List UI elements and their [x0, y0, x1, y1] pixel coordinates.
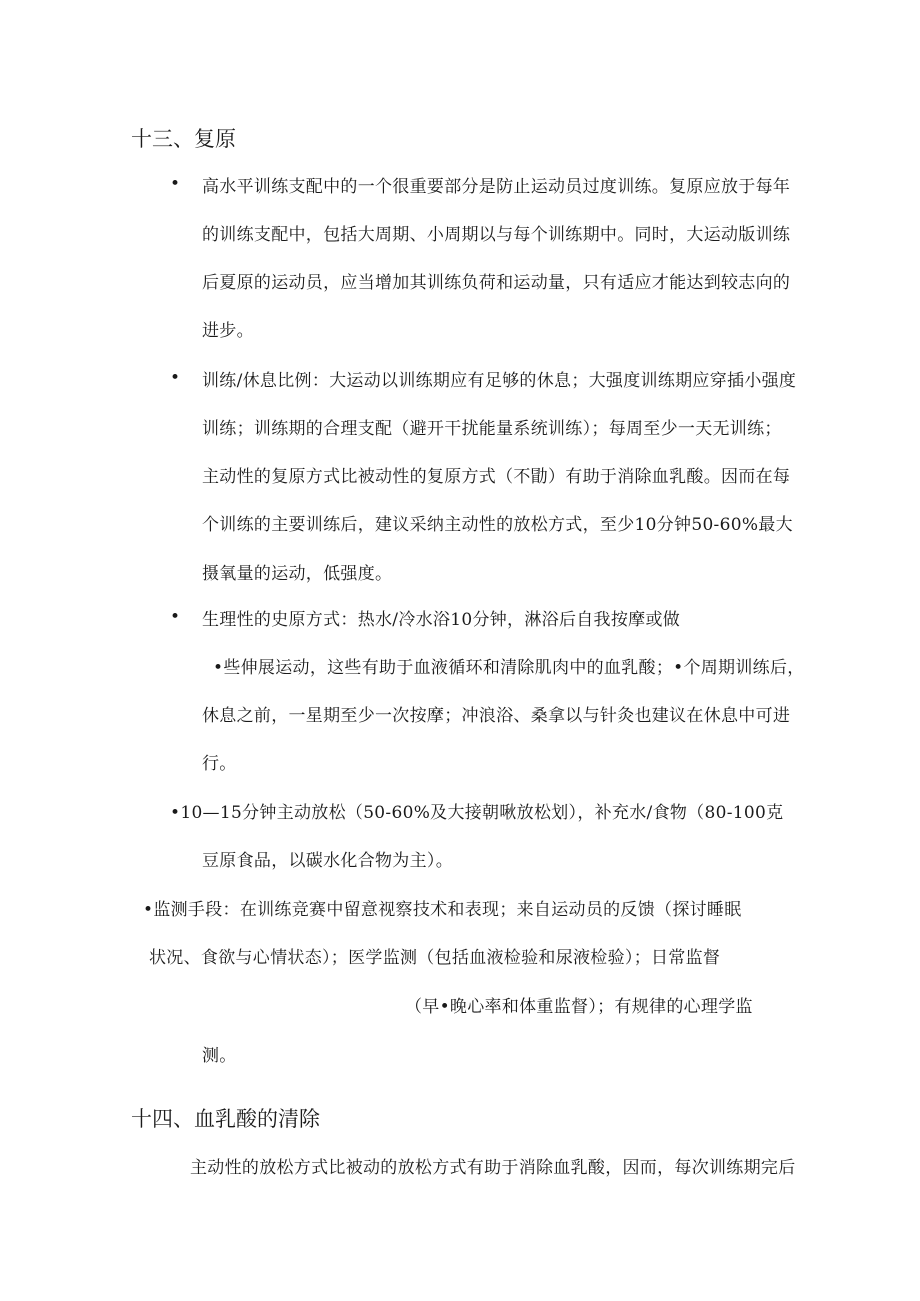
- section-14-paragraph: 主动性的放松方式比被动的放松方式有助于消除血乳酸，因而，每次训练期完后: [190, 1158, 796, 1178]
- monitoring-line-3: （早•晚心率和体重监督）；有规律的心理学监: [405, 997, 753, 1017]
- section-13-title: 十三、复原: [131, 127, 236, 151]
- bullet-2-line-1: 训练/休息比例：大运动以训练期应有足够的休息；大强度训练期应穿插小强度: [202, 371, 797, 391]
- bullet-3-line-4: 行。: [202, 754, 237, 774]
- bullet-1-line-4: 进步。: [202, 321, 254, 341]
- bullet-1-line-1: 高水平训练支配中的一个很重要部分是防止运动员过度训练。复原应放于每年: [202, 177, 791, 197]
- bullet-1-line-3: 后夏原的运动员，应当增加其训练负荷和运动量，只有适应才能达到较志向的: [202, 273, 791, 293]
- bullet-4-line-1: •10—15分钟主动放松（50-60%及大接朝啾放松划），补充水/食物（80-100克: [170, 803, 784, 823]
- bullet-3-line-3: 休息之前，一星期至少一次按摩；冲浪浴、桑拿以与针灸也建议在休息中可进: [202, 706, 791, 726]
- bullet-marker: •: [170, 368, 181, 388]
- bullet-1-line-2: 的训练支配中，包括大周期、小周期以与每个训练期中。同时，大运动版训练: [202, 225, 791, 245]
- bullet-4-line-2: 豆原食品，以碳水化合物为主）。: [202, 851, 453, 871]
- bullet-3-line-1: 生理性的史原方式：热水/冷水浴10分钟，淋浴后自我按摩或做: [202, 610, 681, 630]
- monitoring-line-2: 状况、食欲与心情状态）；医学监测（包括血液检验和尿液检验）；日常监督: [149, 948, 721, 968]
- monitoring-line-4: 测。: [202, 1046, 237, 1066]
- bullet-2-line-3: 主动性的复原方式比被动性的复原方式（不勖）有助于消除血乳酸。因而在每: [202, 467, 791, 487]
- bullet-2-line-5: 摄氧量的运动，低强度。: [202, 564, 393, 584]
- bullet-2-line-2: 训练；训练期的合理支配（避开干扰能量系统训练）；每周至少一天无训练；: [202, 419, 782, 439]
- bullet-3-line-2: •些伸展运动，这些有助于血液循环和清除肌肉中的血乳酸；•个周期训练后，: [213, 658, 805, 678]
- section-14-title: 十四、血乳酸的清除: [131, 1107, 320, 1131]
- bullet-2-line-4: 个训练的主要训练后，建议采纳主动性的放松方式，至少10分钟50-60%最大: [202, 515, 793, 535]
- monitoring-line-1: •监测手段：在训练竞赛中留意视察技术和表现；来自运动员的反馈（探讨睡眠: [143, 900, 742, 920]
- bullet-marker: •: [170, 607, 181, 627]
- bullet-marker: •: [170, 174, 181, 194]
